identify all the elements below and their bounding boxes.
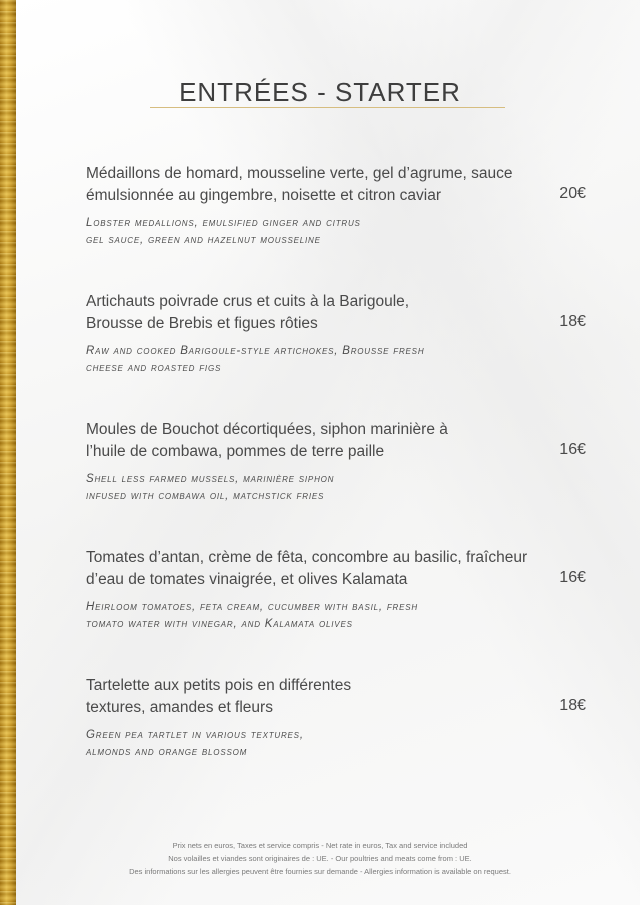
item-price: 16€ xyxy=(559,441,586,458)
french-line: Médaillons de homard, mousseline verte, gel d’agrume, sauce xyxy=(86,165,513,182)
french-line: l’huile de combawa, pommes de terre paille xyxy=(86,443,385,460)
item-french-description xyxy=(86,419,541,463)
english-line: almonds and orange blossom xyxy=(86,746,248,758)
english-line: Shell less farmed mussels, marinière siphon xyxy=(86,473,335,485)
footer-line-origin: Nos volailles et viandes sont originaires de : UE. - Our poultries and meats come from : UE. xyxy=(168,854,472,863)
french-line: Artichauts poivrade crus et cuits à la Barigoule, xyxy=(86,293,410,310)
page-title: ENTRÉES - STARTER xyxy=(179,77,461,108)
english-line: infused with combawa oil, matchstick fries xyxy=(86,490,325,502)
english-line: gel sauce, green and hazelnut mousseline xyxy=(86,234,321,246)
french-line: d’eau de tomates vinaigrée, et olives Kalamata xyxy=(86,571,408,588)
french-line: émulsionnée au gingembre, noisette et citron caviar xyxy=(86,187,441,204)
french-line: Moules de Bouchot décortiquées, siphon marinière à xyxy=(86,421,448,438)
footer-line-pricing: Prix nets en euros, Taxes et service compris - Net rate in euros, Tax and service included xyxy=(172,841,468,850)
french-line: Tartelette aux petits pois en différentes xyxy=(86,677,352,694)
menu-item-mussels xyxy=(86,419,586,505)
item-price: 16€ xyxy=(559,569,586,586)
item-english-description xyxy=(86,727,566,761)
english-line: tomato water with vinegar, and Kalamata olives xyxy=(86,618,353,630)
menu-item-tomatoes xyxy=(86,547,586,633)
english-line: Raw and cooked Barigoule-style artichokes, Brousse fresh xyxy=(86,345,425,357)
item-english-description xyxy=(86,215,566,249)
item-english-description xyxy=(86,343,566,377)
menu-item-lobster xyxy=(86,163,586,249)
item-price: 20€ xyxy=(559,185,586,202)
item-english-description xyxy=(86,471,566,505)
french-line: Brousse de Brebis et figues rôties xyxy=(86,315,318,332)
item-price: 18€ xyxy=(559,697,586,714)
item-french-description xyxy=(86,291,541,335)
menu-item-pea-tartlet xyxy=(86,675,586,761)
english-line: Green pea tartlet in various textures, xyxy=(86,729,304,741)
english-line: cheese and roasted figs xyxy=(86,362,222,374)
english-line: Heirloom tomatoes, feta cream, cucumber with basil, fresh xyxy=(86,601,418,613)
item-french-description xyxy=(86,547,566,591)
item-french-description xyxy=(86,163,541,207)
item-price: 18€ xyxy=(559,313,586,330)
title-divider xyxy=(150,107,505,108)
menu-item-artichokes xyxy=(86,291,586,377)
french-line: textures, amandes et fleurs xyxy=(86,699,273,716)
item-english-description xyxy=(86,599,566,633)
footer-notes xyxy=(0,839,640,878)
footer-line-allergies: Des informations sur les allergies peuvent être fournies sur demande - Allergies information is available on request. xyxy=(129,867,511,876)
gold-leaf-border xyxy=(0,0,16,905)
french-line: Tomates d’antan, crème de fêta, concombre au basilic, fraîcheur xyxy=(86,549,528,566)
item-french-description xyxy=(86,675,541,719)
english-line: Lobster medallions, emulsified ginger and citrus xyxy=(86,217,361,229)
